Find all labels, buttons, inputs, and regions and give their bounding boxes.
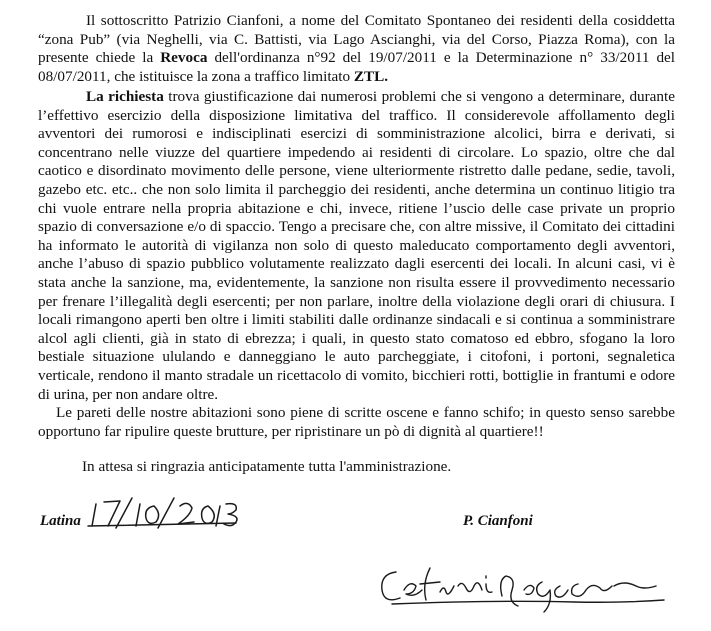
signer-name: P. Cianfoni <box>463 513 533 529</box>
paragraph-request <box>38 12 675 86</box>
richiesta-bold: La richiesta <box>86 88 164 105</box>
handwritten-signature <box>374 556 674 616</box>
paragraph-request-text-b: dell'ordinanza n°92 del 19/07/2011 e la Determinazione n° 33/2011 del 08/07/2011, che istituisce la zona a traffico limitato <box>38 49 675 85</box>
paragraph-justification-text: trova giustificazione dai numerosi problemi che si vengono a determinare, durante l’effettivo esercizio della disposizione limitativa del traffico. Il considerevole affollamento degli avventori dei rumorosi e indisciplinati esercizi di somministrazione alcolici, birra e derivati, si concentrano nelle viuzze del quartiere impedendo ai residenti di circolare. Lo spazio, oltre che dal caotico e disordinato movimento delle persone, viene ulteriormente ristretto dalle pedane, sedie, tavoli, gazebo etc. etc.. che non solo limita il parcheggio dei residenti, anche determina un continuo litigio tra chi vuole entrare nella propria abitazione e chi, invece, ritiene l’uscio delle case private un proprio spazio di conversazione e/o di spaccio. Tengo a precisare che, con altre missive, il Comitato dei cittadini ha informato le autorità di vigilanza non solo di questo maleducato comportamento degli avventori, anche l’abuso di spazio pubblico volutamente realizzato dagli esercenti dei locali. In alcuni casi, vi è stata anche la sanzione, ma, evidentemente, la sanzione non risulta essere il provvedimento necessario per frenare l’illegalità degli esercenti; per non parlare, inoltre della violazione degli orari di chiusura. I locali rimangono aperti ben oltre i limiti stabiliti dalle ordinanze sindacali e si continua a somministrare alcol agli clienti, già in stato di ebrezza; i quali, in questo stato comatoso ed ebbro, sfogano la loro bestiale situazione ululando e danneggiano le auto parcheggiate, i citofoni, i portoni, segnaletica verticale, rendono il manto stradale un ricettacolo di vomito, bicchieri rotti, bottiglie in frantumi e odore di urina, per non andare oltre. <box>38 88 675 403</box>
paragraph-justification <box>38 88 675 404</box>
place-label: Latina <box>40 513 81 529</box>
handwritten-date <box>86 494 246 534</box>
ztl-bold: ZTL. <box>353 67 389 85</box>
paragraph-walls: Le pareti delle nostre abitazioni sono piene di scritte oscene e fanno schifo; in questo senso sarebbe opportuno far ripulire queste brutture, per ripristinare un pò di dignità al quartiere!! <box>38 404 675 440</box>
paragraph-request-text-a: Il sottoscritto Patrizio Cianfoni, a nome del Comitato Spontaneo dei residenti della cosiddetta “zona Pub” (via Neghelli, via C. Battisti, via Lago Ascianghi, via del Corso, Piazza Roma), con la presente chiede la <box>38 12 675 67</box>
paragraph-thanks: In attesa si ringrazia anticipatamente tutta l'amministrazione. <box>82 458 452 475</box>
revoca-bold: Revoca <box>160 49 208 67</box>
